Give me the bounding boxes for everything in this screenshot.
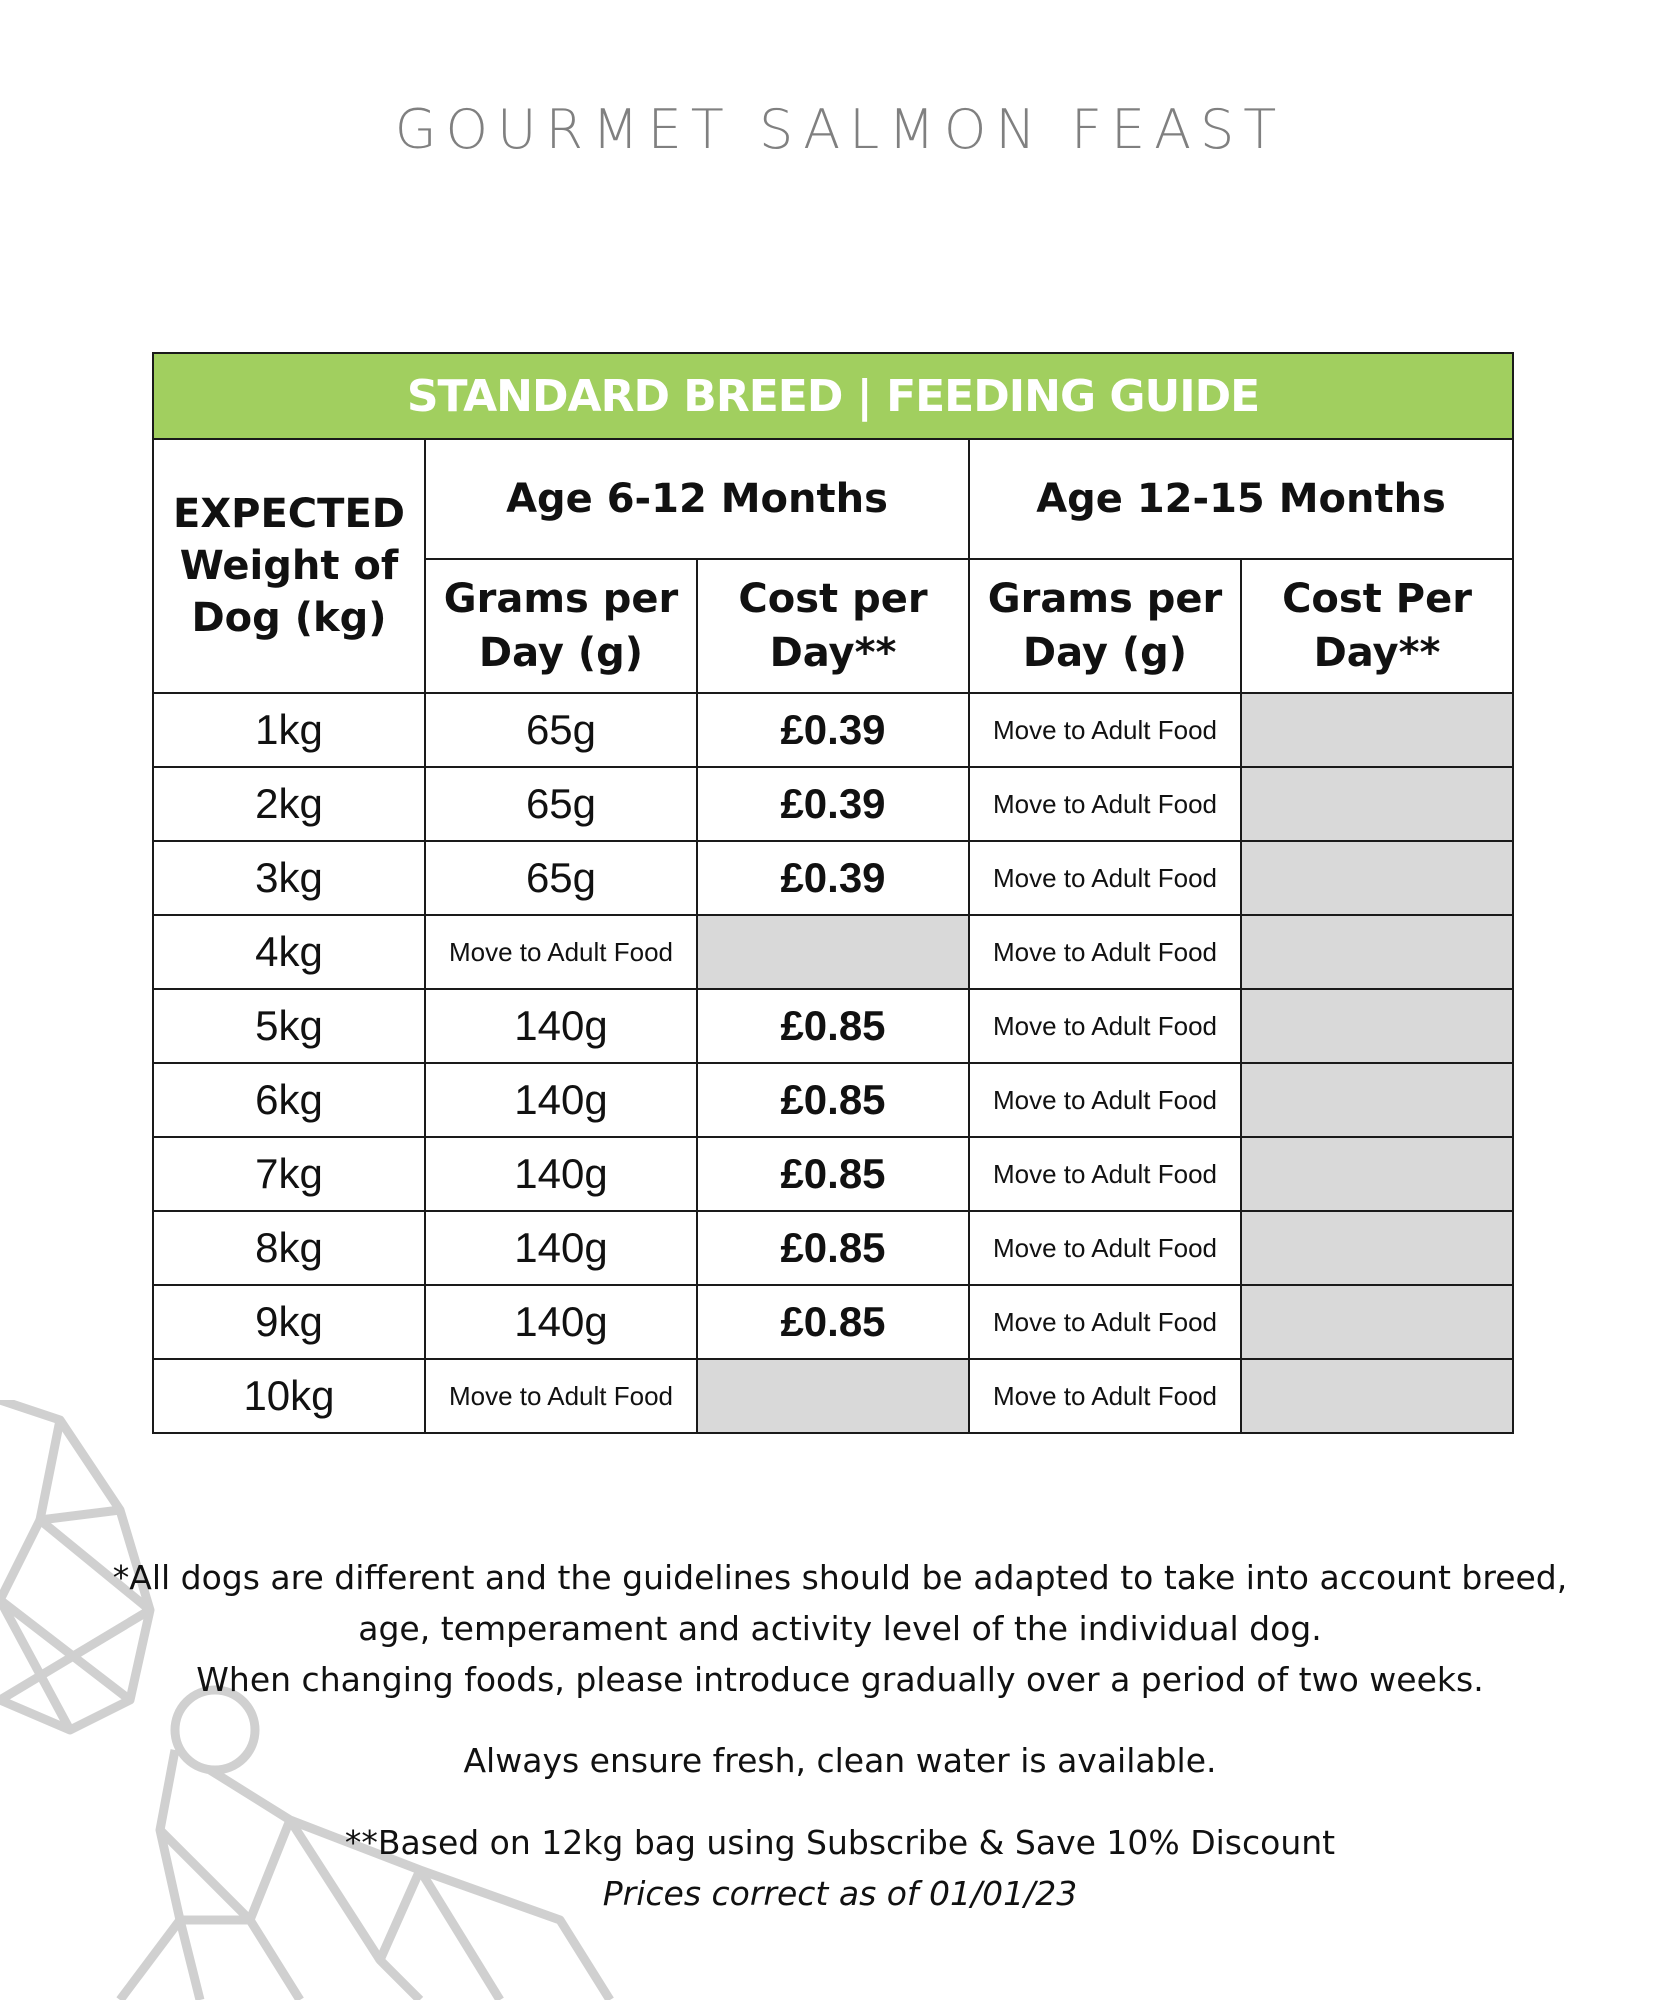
note-line: *All dogs are different and the guidelines should be adapted to take into account breed,	[112, 1558, 1568, 1597]
header-line: Day (g)	[1022, 630, 1188, 676]
grams-12-15-cell: Move to Adult Food	[969, 841, 1241, 915]
weight-cell: 6kg	[153, 1063, 425, 1137]
pricing-notes	[0, 1817, 1680, 1919]
grams-6-12-cell: 65g	[425, 693, 697, 767]
grams-6-12-cell: 140g	[425, 989, 697, 1063]
table-row	[153, 1359, 1513, 1433]
grams-12-15-cell: Move to Adult Food	[969, 1285, 1241, 1359]
cost-6-12-cell: £0.39	[697, 841, 969, 915]
weight-cell: 4kg	[153, 915, 425, 989]
grams-6-12-cell: 65g	[425, 767, 697, 841]
weight-header-line: Dog (kg)	[191, 595, 387, 641]
table-body	[153, 693, 1513, 1433]
header-line: Day**	[1313, 630, 1441, 676]
grams-6-12-cell: 140g	[425, 1137, 697, 1211]
table-row	[153, 1211, 1513, 1285]
disclaimer-notes	[0, 1552, 1680, 1705]
header-line: Grams per	[443, 576, 679, 622]
table-row	[153, 989, 1513, 1063]
table-row	[153, 1063, 1513, 1137]
weight-cell: 1kg	[153, 693, 425, 767]
grams-per-day-header	[425, 559, 697, 693]
grams-6-12-cell: 140g	[425, 1063, 697, 1137]
table-row	[153, 1137, 1513, 1211]
grams-12-15-cell: Move to Adult Food	[969, 989, 1241, 1063]
header-line: Cost Per	[1282, 576, 1472, 622]
table-banner: STANDARD BREED | FEEDING GUIDE	[153, 353, 1513, 439]
grams-6-12-cell: Move to Adult Food	[425, 1359, 697, 1433]
cost-6-12-cell: £0.85	[697, 1285, 969, 1359]
grams-12-15-cell: Move to Adult Food	[969, 1137, 1241, 1211]
cost-6-12-cell	[697, 915, 969, 989]
pricing-basis-note: **Based on 12kg bag using Subscribe & Save 10% Discount	[344, 1823, 1336, 1862]
prices-date-note: Prices correct as of 01/01/23	[602, 1874, 1078, 1913]
cost-6-12-cell: £0.85	[697, 1063, 969, 1137]
age-group-header: Age 6-12 Months	[425, 439, 969, 559]
weight-cell: 10kg	[153, 1359, 425, 1433]
cost-6-12-cell	[697, 1359, 969, 1433]
note-line: age, temperament and activity level of the individual dog.	[358, 1609, 1322, 1648]
cost-per-day-header	[697, 559, 969, 693]
cost-12-15-cell	[1241, 841, 1513, 915]
table-row	[153, 915, 1513, 989]
weight-cell: 2kg	[153, 767, 425, 841]
weight-cell: 9kg	[153, 1285, 425, 1359]
grams-6-12-cell: 140g	[425, 1285, 697, 1359]
table-row	[153, 1285, 1513, 1359]
grams-12-15-cell: Move to Adult Food	[969, 915, 1241, 989]
cost-12-15-cell	[1241, 767, 1513, 841]
weight-cell: 7kg	[153, 1137, 425, 1211]
feeding-guide-table	[152, 352, 1514, 1434]
water-note: Always ensure fresh, clean water is available.	[463, 1741, 1217, 1780]
cost-6-12-cell: £0.85	[697, 1211, 969, 1285]
table-row	[153, 767, 1513, 841]
table-row	[153, 693, 1513, 767]
cost-12-15-cell	[1241, 1359, 1513, 1433]
weight-header-line: Weight of	[179, 543, 399, 589]
age-group-header: Age 12-15 Months	[969, 439, 1513, 559]
cost-12-15-cell	[1241, 1285, 1513, 1359]
grams-per-day-header	[969, 559, 1241, 693]
grams-6-12-cell: Move to Adult Food	[425, 915, 697, 989]
weight-column-header	[153, 439, 425, 693]
grams-12-15-cell: Move to Adult Food	[969, 1359, 1241, 1433]
cost-6-12-cell: £0.85	[697, 989, 969, 1063]
cost-12-15-cell	[1241, 1137, 1513, 1211]
cost-12-15-cell	[1241, 1063, 1513, 1137]
cost-12-15-cell	[1241, 989, 1513, 1063]
cost-12-15-cell	[1241, 1211, 1513, 1285]
table-row	[153, 841, 1513, 915]
cost-per-day-header	[1241, 559, 1513, 693]
cost-6-12-cell: £0.39	[697, 767, 969, 841]
cost-6-12-cell: £0.85	[697, 1137, 969, 1211]
grams-6-12-cell: 140g	[425, 1211, 697, 1285]
weight-cell: 8kg	[153, 1211, 425, 1285]
cost-12-15-cell	[1241, 693, 1513, 767]
header-line: Day**	[769, 630, 897, 676]
header-line: Day (g)	[478, 630, 644, 676]
header-line: Cost per	[738, 576, 928, 622]
cost-12-15-cell	[1241, 915, 1513, 989]
page-title: GOURMET SALMON FEAST	[394, 98, 1286, 161]
grams-12-15-cell: Move to Adult Food	[969, 767, 1241, 841]
grams-12-15-cell: Move to Adult Food	[969, 693, 1241, 767]
weight-cell: 5kg	[153, 989, 425, 1063]
grams-12-15-cell: Move to Adult Food	[969, 1211, 1241, 1285]
grams-12-15-cell: Move to Adult Food	[969, 1063, 1241, 1137]
grams-6-12-cell: 65g	[425, 841, 697, 915]
note-line: When changing foods, please introduce gradually over a period of two weeks.	[196, 1660, 1484, 1699]
weight-cell: 3kg	[153, 841, 425, 915]
header-line: Grams per	[987, 576, 1223, 622]
cost-6-12-cell: £0.39	[697, 693, 969, 767]
weight-header-line: EXPECTED	[173, 491, 405, 537]
